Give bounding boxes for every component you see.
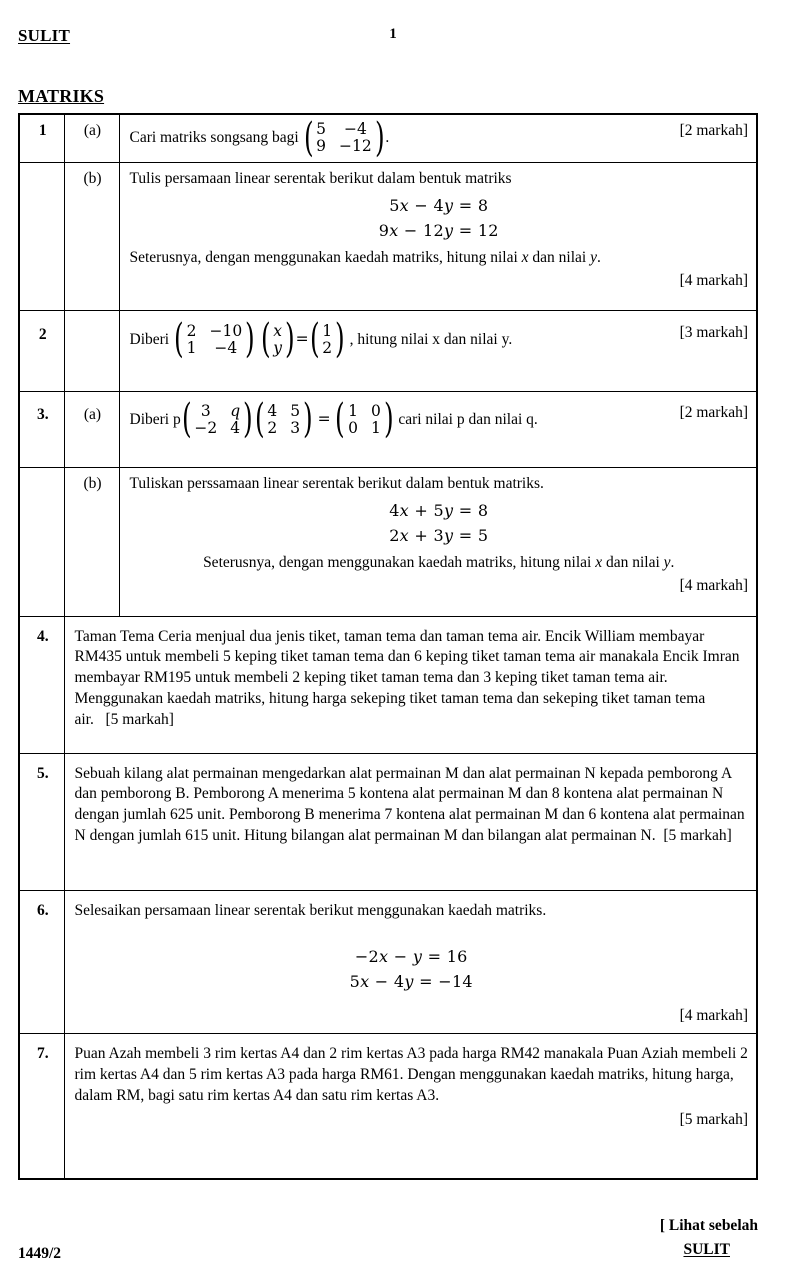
matrix-cell: 5 [290, 401, 301, 420]
confidential-label-bottom: SULIT [683, 1241, 730, 1258]
table-row [19, 310, 757, 391]
equation-line [130, 195, 749, 216]
question-text-span: Taman Tema Ceria menjual dua jenis tiket, taman tema dan taman tema air. Encik William membayar RM435 untuk membeli 5 keping tiket taman tema dan 6 keping tiket taman tema air manakala Encik Imran membayar RM195 untuk membeli 2 keping tiket taman tema dan 3 keping tiket taman tema air. Menggunakan kaedah matriks, hitung harga sekeping tiket taman tema dan sekeping tiket taman tema air. [74, 627, 740, 728]
question-number: 5. [19, 753, 64, 890]
marks-label: [4 markah] [679, 272, 748, 290]
eq-coeff: 2 [389, 525, 400, 545]
equation-line [130, 500, 749, 521]
matrix-cell: 4 [230, 419, 241, 438]
marks-label: [5 markah] [679, 1111, 748, 1129]
eq-var: y [443, 220, 454, 240]
matrix-inline [309, 316, 346, 363]
eq-constant: 8 [477, 196, 489, 216]
matrix-cell: −10 [209, 321, 243, 340]
matrix-cell: −4 [343, 120, 367, 138]
question-body [64, 890, 757, 1033]
confidential-label-top: SULIT [18, 26, 71, 45]
matrix-inline [334, 396, 394, 443]
question-text [75, 764, 749, 847]
question-part: (b) [64, 467, 119, 616]
question-body [64, 616, 757, 753]
question-number: 3. [19, 391, 64, 467]
matrix-grid [271, 323, 284, 358]
matrix-inline [173, 316, 256, 363]
marks-label: [2 markah] [679, 403, 748, 421]
matrix-grid [314, 121, 374, 156]
question-followup [130, 553, 749, 574]
followup-text: . [596, 249, 601, 267]
eq-coeff: 3 [433, 525, 444, 545]
marks-label: [4 markah] [679, 1007, 748, 1025]
marks-label: [5 markah] [105, 710, 174, 728]
matrix-inline [181, 396, 254, 443]
matrix-cell: 0 [370, 401, 381, 420]
question-body [64, 753, 757, 890]
eq-operator: − [374, 971, 389, 991]
eq-constant: −14 [438, 971, 473, 991]
eq-constant: 8 [477, 501, 489, 521]
followup-text: dan nilai [605, 554, 660, 572]
paren-close: ) [383, 396, 394, 443]
question-text: Selesaikan persamaan linear serentak berikut menggunakan kaedah matriks. [74, 901, 547, 919]
eq-var: y [443, 501, 454, 521]
matrix-inline [303, 114, 386, 161]
matrix-cell: −4 [214, 339, 238, 358]
eq-coeff: 4 [389, 501, 400, 521]
question-suffix: . [385, 128, 390, 146]
paren-open: ( [254, 396, 265, 443]
matrix-inline [260, 316, 296, 363]
paren-close: ) [285, 316, 295, 363]
eq-var: x [399, 501, 409, 521]
matrix-grid [265, 403, 302, 438]
matrix-cell: 1 [186, 339, 197, 358]
eq-constant: 12 [477, 220, 499, 240]
question-part: (b) [64, 162, 119, 310]
eq-equals: = [458, 196, 473, 216]
matrix-cell: 1 [370, 419, 381, 438]
question-prompt: Tulis persamaan linear serentak berikut dalam bentuk matriks [129, 169, 512, 187]
paren-open: ( [303, 114, 314, 161]
question-suffix: , hitung nilai x dan nilai y. [349, 330, 513, 348]
question-part [64, 310, 119, 391]
equals-sign: = [317, 409, 331, 428]
question-text: Puan Azah membeli 3 rim kertas A4 dan 2 rim kertas A3 pada harga RM42 manakala Puan Aziah membeli 2 rim kertas A4 dan 5 rim kertas A3 pada harga RM61. Dengan menggunakan kaedah matriks, hitung harga, dalam RM, bagi satu rim kertas A4 dan satu rim kertas A3. [74, 1045, 748, 1104]
followup-text: . [670, 554, 675, 572]
eq-var: x [399, 196, 409, 216]
matrix-cell: 2 [267, 419, 278, 438]
eq-coeff: 4 [393, 971, 405, 991]
eq-operator: + [414, 525, 429, 545]
eq-operator: − [414, 196, 429, 216]
matrix-grid [320, 323, 334, 358]
matrix-cell: −2 [194, 419, 218, 438]
question-text-span: Sebuah kilang alat permainan mengedarkan alat permainan M dan alat permainan N kepada pemborong A dan pemborong B. Pemborong A menerima 5 kontena alat permainan M dan 8 kontena alat permainan N dengan jumlah 625 unit. Pemborong B menerima 7 kontena alat permainan M dan 6 kontena alat permainan N dengan jumlah 615 unit. Hitung bilangan alat permainan M dan bilangan alat permainan N. [74, 764, 745, 845]
matrix-grid [185, 323, 245, 358]
table-row [19, 162, 757, 310]
matrix-cell: 2 [186, 321, 197, 340]
eq-equals: = [427, 947, 442, 967]
matrix-cell: 4 [267, 401, 278, 420]
paren-open: ( [309, 316, 320, 363]
question-followup [130, 248, 749, 269]
question-prompt: Diberi p [129, 410, 181, 428]
eq-operator: − [403, 220, 418, 240]
matrix-inline [254, 396, 314, 443]
marks-label: [4 markah] [679, 577, 748, 595]
question-suffix: cari nilai p dan nilai q. [398, 410, 538, 428]
eq-constant: 16 [446, 947, 468, 967]
paren-close: ) [303, 396, 313, 443]
eq-var: x [360, 971, 370, 991]
table-row [19, 753, 757, 890]
question-body [119, 114, 757, 162]
equation-line [75, 946, 749, 967]
followup-var-y: y [590, 249, 597, 267]
table-row [19, 616, 757, 753]
marks-label: [3 markah] [679, 323, 748, 341]
marks-label: [2 markah] [679, 122, 748, 139]
paren-open: ( [173, 316, 184, 363]
question-number: 7. [19, 1034, 64, 1180]
eq-coeff: 9 [378, 220, 390, 240]
matrix-cell: q [230, 401, 241, 420]
eq-coeff: 12 [423, 220, 444, 240]
question-number: 6. [19, 890, 64, 1033]
matrix-cell: y [273, 339, 283, 358]
question-prompt: Tuliskan perssamaan linear serentak berikut dalam bentuk matriks. [129, 474, 544, 492]
page-header [0, 0, 786, 52]
question-prompt: Cari matriks songsang bagi [129, 128, 299, 146]
eq-var: y [404, 971, 414, 991]
equation-line [75, 971, 749, 992]
equation-line [130, 220, 749, 241]
matrix-cell: x [273, 321, 283, 340]
table-row [19, 890, 757, 1033]
matrix-cell: 9 [316, 137, 327, 156]
eq-equals: = [458, 525, 473, 545]
table-row [19, 391, 757, 467]
question-part: (a) [64, 391, 119, 467]
matrix-cell: 1 [322, 321, 333, 340]
eq-operator: + [414, 501, 429, 521]
equals-sign: = [295, 329, 309, 348]
question-number: 2 [19, 310, 64, 391]
table-row [19, 114, 757, 162]
eq-coeff: 5 [433, 501, 444, 521]
question-number: 1 [19, 114, 64, 162]
followup-var-x: x [521, 249, 529, 267]
eq-coeff: −2 [354, 947, 380, 967]
eq-var: x [389, 220, 399, 240]
eq-var: y [443, 196, 454, 216]
section-title: MATRIKS [18, 86, 105, 106]
followup-text: Seterusnya, dengan menggunakan kaedah matriks, hitung nilai [203, 554, 592, 572]
question-body [64, 1034, 757, 1180]
eq-equals: = [458, 501, 473, 521]
eq-coeff: 5 [389, 196, 400, 216]
question-part: (a) [64, 114, 119, 162]
equation-line [130, 525, 749, 546]
matrix-grid [192, 403, 242, 438]
turn-over-label: [ Lihat sebelah [659, 1217, 758, 1234]
question-text [75, 627, 749, 731]
followup-var-x: x [595, 554, 603, 572]
eq-coeff: 5 [349, 971, 361, 991]
paper-code: 1449/2 [18, 1245, 62, 1262]
matrix-cell: 3 [290, 419, 301, 438]
matrix-cell: 5 [316, 120, 327, 138]
eq-var: y [443, 525, 454, 545]
eq-var: x [399, 525, 409, 545]
question-number [19, 467, 64, 616]
paren-open: ( [181, 396, 192, 443]
paren-close: ) [335, 316, 345, 363]
eq-constant: 5 [477, 525, 489, 545]
table-row [19, 467, 757, 616]
paren-open: ( [260, 316, 271, 363]
marks-label: [5 markah] [663, 827, 732, 845]
followup-var-y: y [663, 554, 671, 572]
matrix-cell: −12 [339, 137, 372, 156]
paren-close: ) [374, 114, 385, 161]
question-body [119, 467, 757, 616]
followup-text: dan nilai [532, 249, 587, 267]
followup-text: Seterusnya, dengan menggunakan kaedah matriks, hitung nilai [129, 249, 518, 267]
paren-close: ) [245, 316, 255, 363]
question-body [119, 310, 757, 391]
paren-open: ( [335, 396, 346, 443]
matrix-cell: 0 [348, 419, 358, 438]
eq-coeff: 4 [433, 196, 444, 216]
page-footer [0, 1205, 786, 1275]
question-number [19, 162, 64, 310]
question-prompt: Diberi [129, 330, 170, 348]
matrix-grid [346, 403, 383, 438]
matrix-cell: 3 [200, 401, 211, 420]
page-number: 1 [389, 26, 397, 42]
eq-equals: = [458, 220, 473, 240]
question-number: 4. [19, 616, 64, 753]
question-table [18, 113, 758, 1180]
eq-operator: − [393, 947, 408, 967]
matrix-cell: 2 [322, 339, 333, 358]
question-body [119, 391, 757, 467]
question-body [119, 162, 757, 310]
eq-equals: = [419, 971, 433, 991]
paren-close: ) [243, 396, 253, 443]
matrix-cell: 1 [348, 401, 358, 420]
table-row [19, 1034, 757, 1180]
eq-var: x [379, 947, 389, 967]
eq-var: y [412, 947, 423, 967]
